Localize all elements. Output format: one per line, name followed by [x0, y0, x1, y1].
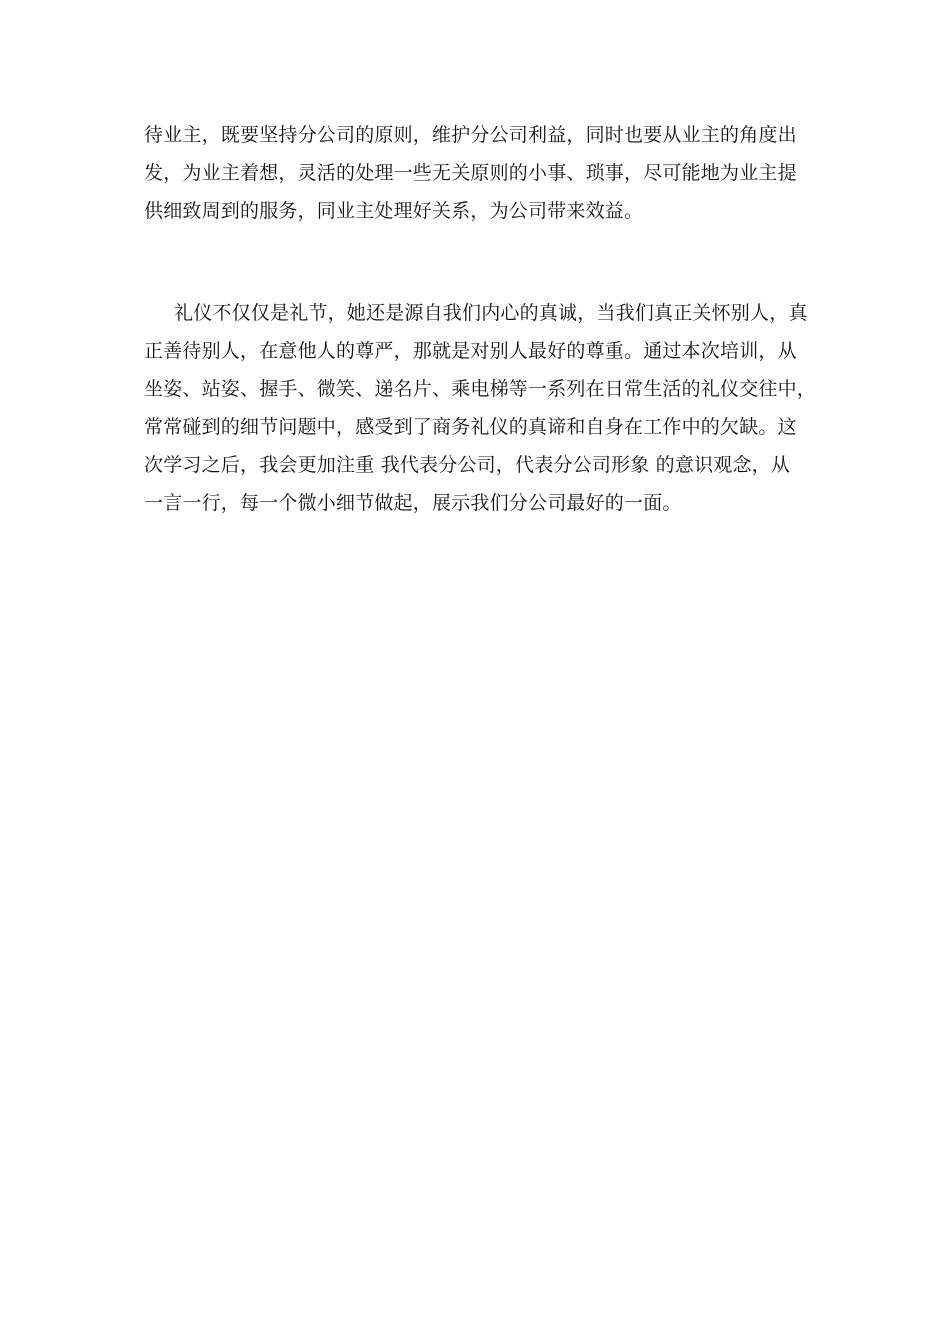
paragraph-line: 常常碰到的细节问题中，感受到了商务礼仪的真谛和自身在工作中的欠缺。这 [144, 416, 797, 438]
paragraph-line: 正善待别人，在意他人的尊严，那就是对别人最好的尊重。通过本次培训，从 [144, 340, 797, 362]
paragraph-line: 次学习之后，我会更加注重 我代表分公司，代表分公司形象 的意识观念，从 [144, 454, 791, 476]
paragraph-line: 礼仪不仅仅是礼节，她还是源自我们内心的真诚，当我们真正关怀别人，真 [174, 302, 808, 324]
paragraph-line: 待业主，既要坚持分公司的原则，维护分公司利益，同时也要从业主的角度出 [144, 124, 797, 146]
paragraph-line: 一言一行，每一个微小细节做起，展示我们分公司最好的一面。 [144, 492, 682, 514]
paragraph-line: 供细致周到的服务，同业主处理好关系，为公司带来效益。 [144, 200, 644, 222]
paragraph-line: 发，为业主着想，灵活的处理一些无关原则的小事、琐事，尽可能地为业主提 [144, 162, 797, 184]
paragraph-line: 坐姿、站姿、握手、微笑、递名片、乘电梯等一系列在日常生活的礼仪交往中， [144, 378, 817, 400]
